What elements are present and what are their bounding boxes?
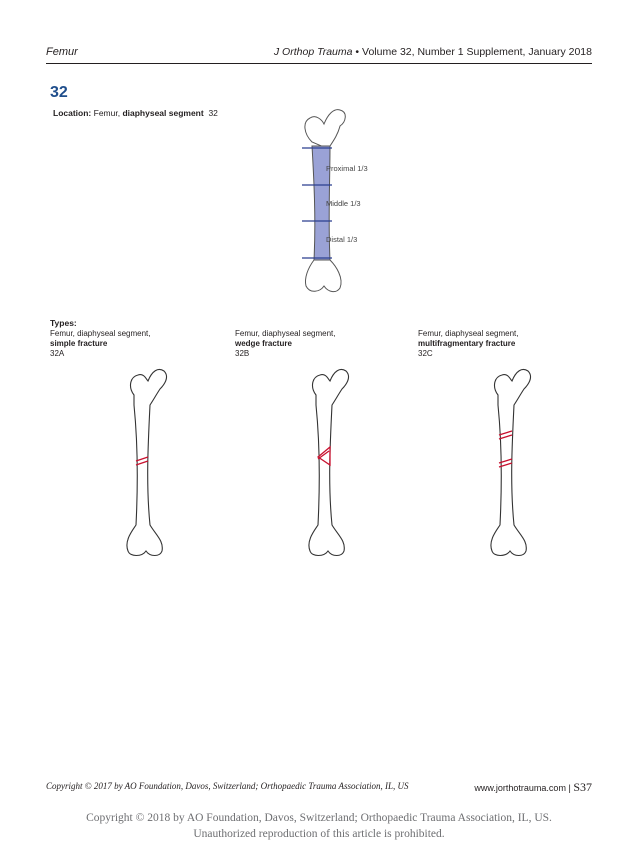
classification-code: 32: [50, 84, 68, 101]
footer-copyright: Copyright © 2017 by AO Foundation, Davos, Switzerland; Orthopaedic Trauma Association, IL, US: [46, 781, 409, 791]
type-32a-line1: Femur, diaphyseal segment,: [50, 329, 151, 338]
journal-issue: Volume 32, Number 1 Supplement, January 2018: [362, 46, 592, 58]
journal-name: J Orthop Trauma: [273, 46, 353, 58]
journal-url[interactable]: www.jorthotrauma.com: [474, 783, 566, 793]
femur-outline: [127, 369, 167, 555]
running-header-journal: [274, 46, 592, 58]
location-code: 32: [208, 108, 218, 118]
watermark-line-2: Unauthorized reproduction of this article is prohibited.: [193, 828, 445, 840]
types-title: Types:: [50, 318, 77, 328]
segment-label-distal: Distal 1/3: [326, 235, 358, 244]
femur-32a-illustration: [110, 365, 180, 560]
location-segment: diaphyseal segment: [122, 108, 204, 118]
segment-label-middle: Middle 1/3: [326, 199, 361, 208]
type-32b-code: 32B: [235, 349, 250, 358]
femur-head: [305, 110, 345, 148]
location-label: Location:: [53, 108, 92, 118]
header-bullet: •: [355, 46, 360, 58]
location-line: [53, 108, 218, 118]
femur-32b-illustration: [292, 365, 362, 560]
footer-page-info: [474, 780, 592, 795]
type-32b-name: wedge fracture: [235, 339, 292, 348]
type-32a-name: simple fracture: [50, 339, 108, 348]
location-bone: Femur,: [93, 108, 121, 118]
femur-outline: [309, 369, 349, 555]
type-32c-code: 32C: [418, 349, 433, 358]
type-32c-line1: Femur, diaphyseal segment,: [418, 329, 519, 338]
header-rule: [46, 63, 592, 64]
type-32c-name: multifragmentary fracture: [418, 339, 516, 348]
type-32a-caption: [50, 329, 151, 359]
watermark-line-1: Copyright © 2018 by AO Foundation, Davos, Switzerland; Orthopaedic Trauma Association, IL, US.: [86, 812, 552, 824]
femur-32c-illustration: [474, 365, 544, 560]
segment-label-proximal: Proximal 1/3: [326, 164, 368, 173]
femur-outline: [491, 369, 531, 555]
type-32b-caption: [235, 329, 336, 359]
femur-condyles: [305, 260, 341, 292]
page-number: S37: [573, 780, 592, 794]
footer-separator: |: [568, 783, 571, 793]
type-32a-code: 32A: [50, 349, 65, 358]
type-32b-line1: Femur, diaphyseal segment,: [235, 329, 336, 338]
type-32c-caption: [418, 329, 519, 359]
running-header-section: Femur: [46, 46, 78, 58]
